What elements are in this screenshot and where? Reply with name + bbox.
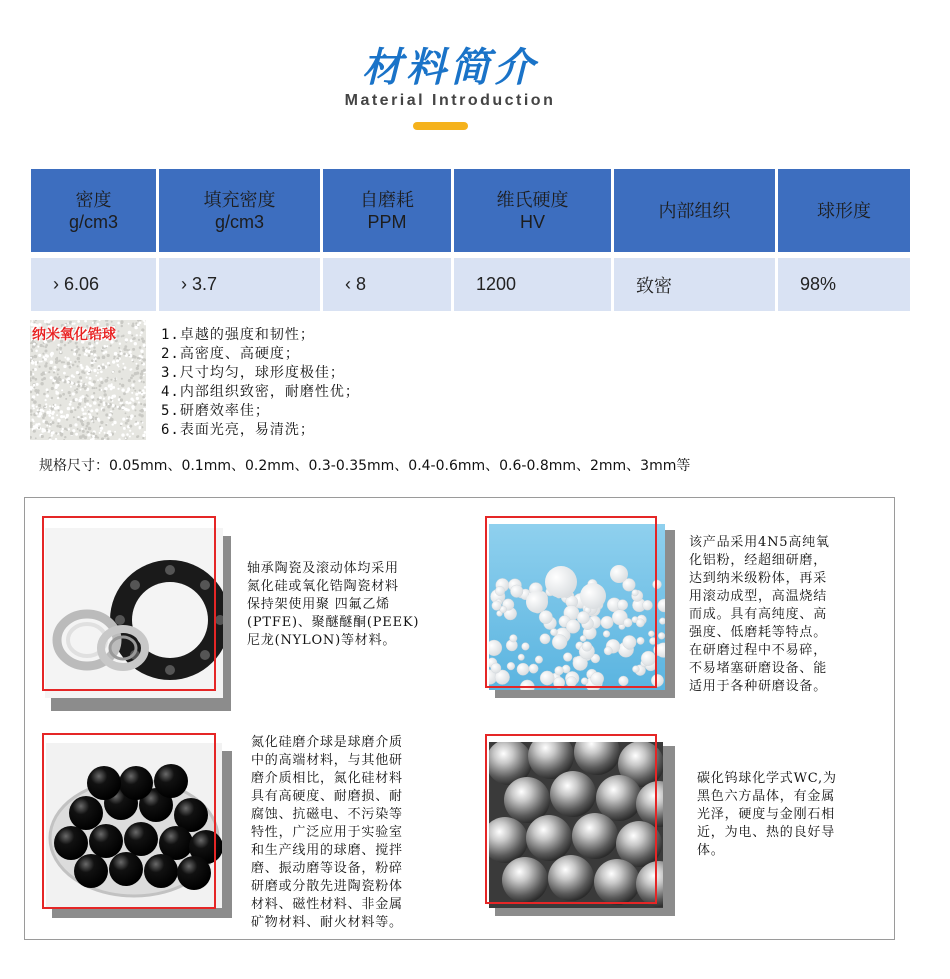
- zirconia-beads-photo: [30, 320, 146, 440]
- list-item: 1.卓越的强度和韧性；: [161, 327, 315, 343]
- list-item: 2.高密度、高硬度；: [161, 346, 300, 362]
- column-unit: g/cm3: [214, 211, 265, 232]
- ceramic-bearings-image: [42, 516, 232, 711]
- list-item: 5.研磨效率佳；: [161, 403, 270, 419]
- card-description: 该产品采用4N5高纯氧 化铝粉，经超细研磨， 达到纳米级粉体，再采 用滚动成型，高温烧结 而成。具有高纯度、高 强度、低磨耗等特点。 在研磨过程中不易碎， 不易堵塞研磨设备、能 适用于各种研磨设备。: [689, 535, 830, 694]
- table-header-row: [31, 169, 910, 252]
- table-cell: 1200: [454, 258, 611, 311]
- product-panel: [24, 497, 895, 940]
- page-title: 材料简介: [362, 45, 538, 91]
- column-name: 填充密度: [203, 189, 276, 210]
- tungsten-carbide-balls-image: [485, 734, 675, 916]
- column-unit: HV: [519, 211, 545, 232]
- list-item: 6.表面光亮，易清洗；: [161, 422, 315, 438]
- column-unit: PPM: [367, 211, 407, 232]
- column-header: [614, 169, 775, 252]
- column-header: [31, 169, 156, 252]
- table-row: [31, 258, 910, 311]
- feature-list: [161, 326, 360, 440]
- column-header: [323, 169, 451, 252]
- column-name: 球形度: [817, 200, 871, 221]
- column-header: [778, 169, 910, 252]
- spec-sizes: 规格尺寸：0.05mm、0.1mm、0.2mm、0.3-0.35mm、0.4-0.6mm、0.6-0.8mm、2mm、3mm等: [39, 458, 691, 474]
- page-subtitle: Material Introduction: [344, 92, 556, 109]
- card-description: 碳化钨球化学式WC,为 黑色六方晶体，有金属 光泽，硬度与金刚石相 近，为电、热的良好导 体。: [697, 771, 837, 858]
- properties-table: [28, 169, 913, 311]
- column-header: [159, 169, 320, 252]
- card-description: 氮化硅磨介球是球磨介质 中的高端材料，与其他研 磨介质相比，氮化硅材料 具有高硬度、耐磨损、耐 腐蚀、抗磁电、不污染等 特性，广泛应用于实验室 和生产线用的球磨、搅拌 磨、振动磨等设备，粉碎 研磨或分散先进陶瓷粉体 材料、磁性材料、非金属 矿物材料、耐火材料等。: [251, 735, 403, 930]
- table-cell: › 3.7: [159, 258, 320, 311]
- column-header: [454, 169, 611, 252]
- table-cell: 致密: [614, 258, 775, 311]
- list-item: 4.内部组织致密，耐磨性优；: [161, 384, 360, 400]
- black-silicon-nitride-balls-image: [42, 733, 232, 918]
- table-cell: › 6.06: [31, 258, 156, 311]
- white-zirconia-beads-image: [485, 516, 675, 698]
- column-name: 内部组织: [658, 200, 731, 221]
- title-accent-bar: [413, 122, 468, 130]
- table-cell: 98%: [778, 258, 910, 311]
- product-image-label: 纳米氧化锆球: [32, 327, 116, 343]
- list-item: 3.尺寸均匀，球形度极佳；: [161, 365, 345, 381]
- column-name: 维氏硬度: [496, 189, 569, 210]
- table-cell: ‹ 8: [323, 258, 451, 311]
- card-description: 轴承陶瓷及滚动体均采用 氮化硅或氧化锆陶瓷材料 保持架使用聚 四氟乙烯 (PTFE)、聚醚醚酮(PEEK) 尼龙(NYLON)等材料。: [247, 561, 420, 648]
- column-name: 自磨耗: [360, 189, 414, 210]
- column-unit: g/cm3: [68, 211, 119, 232]
- column-name: 密度: [75, 189, 112, 210]
